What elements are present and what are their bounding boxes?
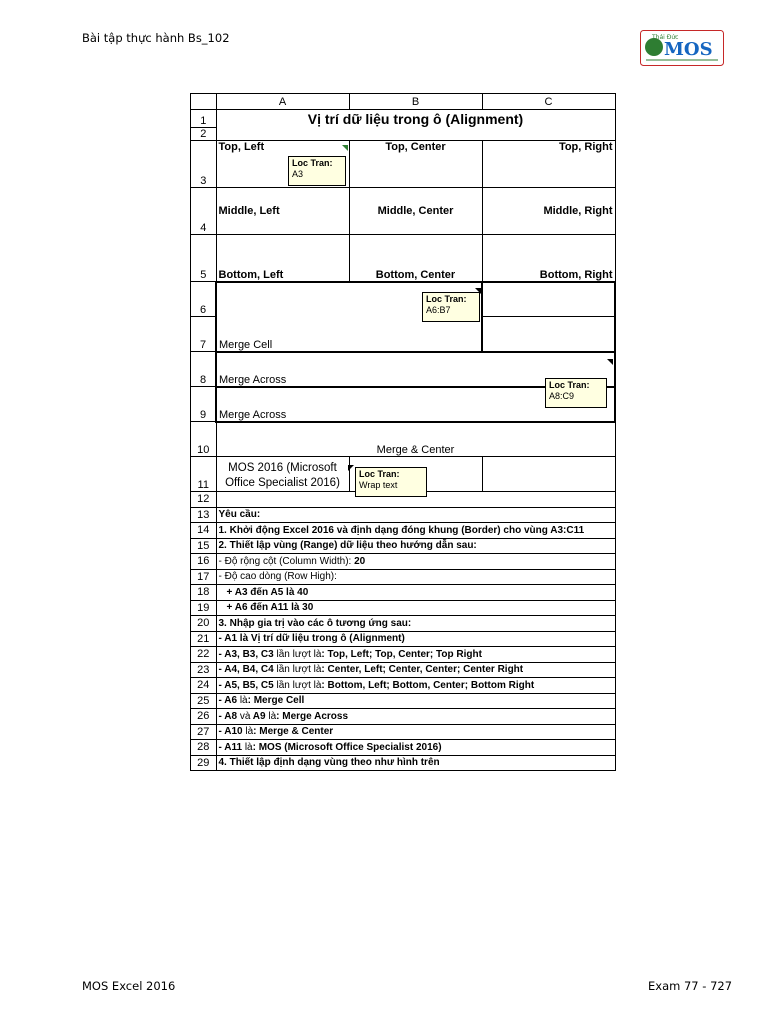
req-row4-cells: - A4, B4, C4 [218,664,277,676]
req-a8-value: : Merge Across [276,710,349,722]
cell-a8-merged: Merge Across [216,352,615,387]
row-number: 17 [191,569,217,585]
comment-text: Wrap text [359,480,398,490]
row-number: 15 [191,538,217,554]
row-number: 9 [191,387,217,422]
comment-text: A3 [292,169,304,179]
row-number: 21 [191,631,217,647]
comment-caption: Loc Tran: [426,294,467,304]
req-1: 1. Khởi động Excel 2016 và định dạng đóng khung (Border) cho vùng A3:C11 [216,523,615,539]
comment-text: A6:B7 [426,305,451,315]
row-number: 28 [191,740,217,756]
row-number: 13 [191,507,217,523]
req-a11 [216,740,615,756]
req-row-height-a3: + A3 đến A5 là 40 [216,585,615,601]
comment-text: A8:C9 [549,391,575,401]
row-number: 12 [191,492,217,508]
req-2: 2. Thiết lập vùng (Range) dữ liệu theo hướng dẫn sau: [216,538,615,554]
row-number: 16 [191,554,217,570]
req-row5-cells: - A5, B5, C5 [218,679,277,691]
req-3: 3. Nhập gia trị vào các ô tương ứng sau: [216,616,615,632]
row-number: 14 [191,523,217,539]
row-number: 29 [191,755,217,771]
mos-logo [640,30,724,66]
row-number: 20 [191,616,217,632]
req-row3 [216,647,615,663]
req-a8 [216,709,615,725]
cell-a11 [216,457,349,492]
req-col-width [216,554,615,570]
column-header-a: A [216,94,349,110]
row-number: 1 [191,110,217,128]
cell-a3: Top, Left [216,141,349,188]
req-row-height: - Độ cao dòng (Row High): [216,569,615,585]
req-title: Yêu cầu: [216,507,615,523]
req-a6-cell: - A6 [218,695,240,707]
row-number: 25 [191,693,217,709]
comment-a3[interactable] [288,156,346,186]
document-header: Bài tập thực hành Bs_102 [82,31,230,45]
cell-c7 [482,317,615,352]
row-number: 3 [191,141,217,188]
row-number: 18 [191,585,217,601]
cell-a6-merged: Merge Cell [216,282,482,352]
empty-row [216,128,615,141]
req-a6-value: : Merge Cell [247,695,305,707]
cell-b4: Middle, Center [349,188,482,235]
req-row5 [216,678,615,694]
row-number: 27 [191,724,217,740]
row-number: 8 [191,352,217,387]
req-a1: - A1 là Vị trí dữ liệu trong ô (Alignment) [216,631,615,647]
logo-text: MOS [664,39,713,60]
row-number: 7 [191,317,217,352]
req-row-height-a6: + A6 đến A11 là 30 [216,600,615,616]
req-4: 4. Thiết lập định dạng vùng theo như hình trên [216,755,615,771]
cell-c5: Bottom, Right [482,235,615,282]
comment-indicator-icon[interactable] [342,145,348,151]
row-number: 26 [191,709,217,725]
comment-a6[interactable] [422,292,480,322]
comment-caption: Loc Tran: [549,380,590,390]
sheet-title: Vị trí dữ liệu trong ô (Alignment) [216,110,615,128]
req-a11-value: : MOS (Microsoft Office Specialist 2016) [252,741,442,753]
spreadsheet [190,93,616,771]
req-a11-cell: - A11 [218,741,245,753]
footer-right: Exam 77 - 727 [648,979,733,993]
cell-a10-merged: Merge & Center [216,422,615,457]
cell-b5: Bottom, Center [349,235,482,282]
column-header-b: B [349,94,482,110]
row-number: 2 [191,128,217,141]
cell-c4: Middle, Right [482,188,615,235]
req-row5-values: : Bottom, Left; Bottom, Center; Bottom Right [321,679,535,691]
req-col-width-label: - Độ rộng cột (Column Width): [218,555,355,567]
req-row5-conj: lần lượt là [276,679,322,691]
req-col-width-value: 20 [354,555,366,567]
req-a8-and: và [239,710,251,722]
row-number: 4 [191,188,217,235]
req-a10-cell: - A10 [218,726,246,738]
cell-c3: Top, Right [482,141,615,188]
cell-a11-text: MOS 2016 (Microsoft Office Specialist 2016) [225,462,340,489]
req-a6-conj: là [239,695,248,707]
req-row3-values: : Top, Left; Top, Center; Top Right [321,648,482,660]
comment-a11[interactable] [355,467,427,497]
cell-a5: Bottom, Left [216,235,349,282]
row-number: 10 [191,422,217,457]
comment-caption: Loc Tran: [359,469,400,479]
req-a11-conj: là [244,741,253,753]
row-number: 23 [191,662,217,678]
cell-c11 [482,457,615,492]
req-a8-cell: - A8 [218,710,240,722]
cell-c6 [482,282,615,317]
req-row3-cells: - A3, B3, C3 [218,648,277,660]
req-a10-conj: là [245,726,254,738]
req-row4-conj: lần lượt là [276,664,322,676]
req-a8-conj: là [268,710,277,722]
req-row3-conj: lần lượt là [276,648,322,660]
req-row4 [216,662,615,678]
comment-a8[interactable] [545,378,607,408]
row-number: 6 [191,282,217,317]
cell-a4: Middle, Left [216,188,349,235]
row-number: 5 [191,235,217,282]
req-row4-values: : Center, Left; Center, Center; Center Right [321,664,524,676]
footer-left: MOS Excel 2016 [82,979,176,993]
cell-b3: Top, Center [349,141,482,188]
cell-a9-merged: Merge Across [216,387,615,422]
row-number: 22 [191,647,217,663]
comment-indicator-icon[interactable] [348,465,354,471]
corner-cell [191,94,217,110]
req-a10-value: : Merge & Center [253,726,334,738]
column-header-c: C [482,94,615,110]
logo-tagline: Thái Đức [652,34,679,41]
req-a6 [216,693,615,709]
row-number: 19 [191,600,217,616]
req-a10 [216,724,615,740]
row-number: 11 [191,457,217,492]
comment-indicator-icon[interactable] [607,359,613,365]
comment-caption: Loc Tran: [292,158,333,168]
req-a9-cell: A9 [250,710,269,722]
row-number: 24 [191,678,217,694]
